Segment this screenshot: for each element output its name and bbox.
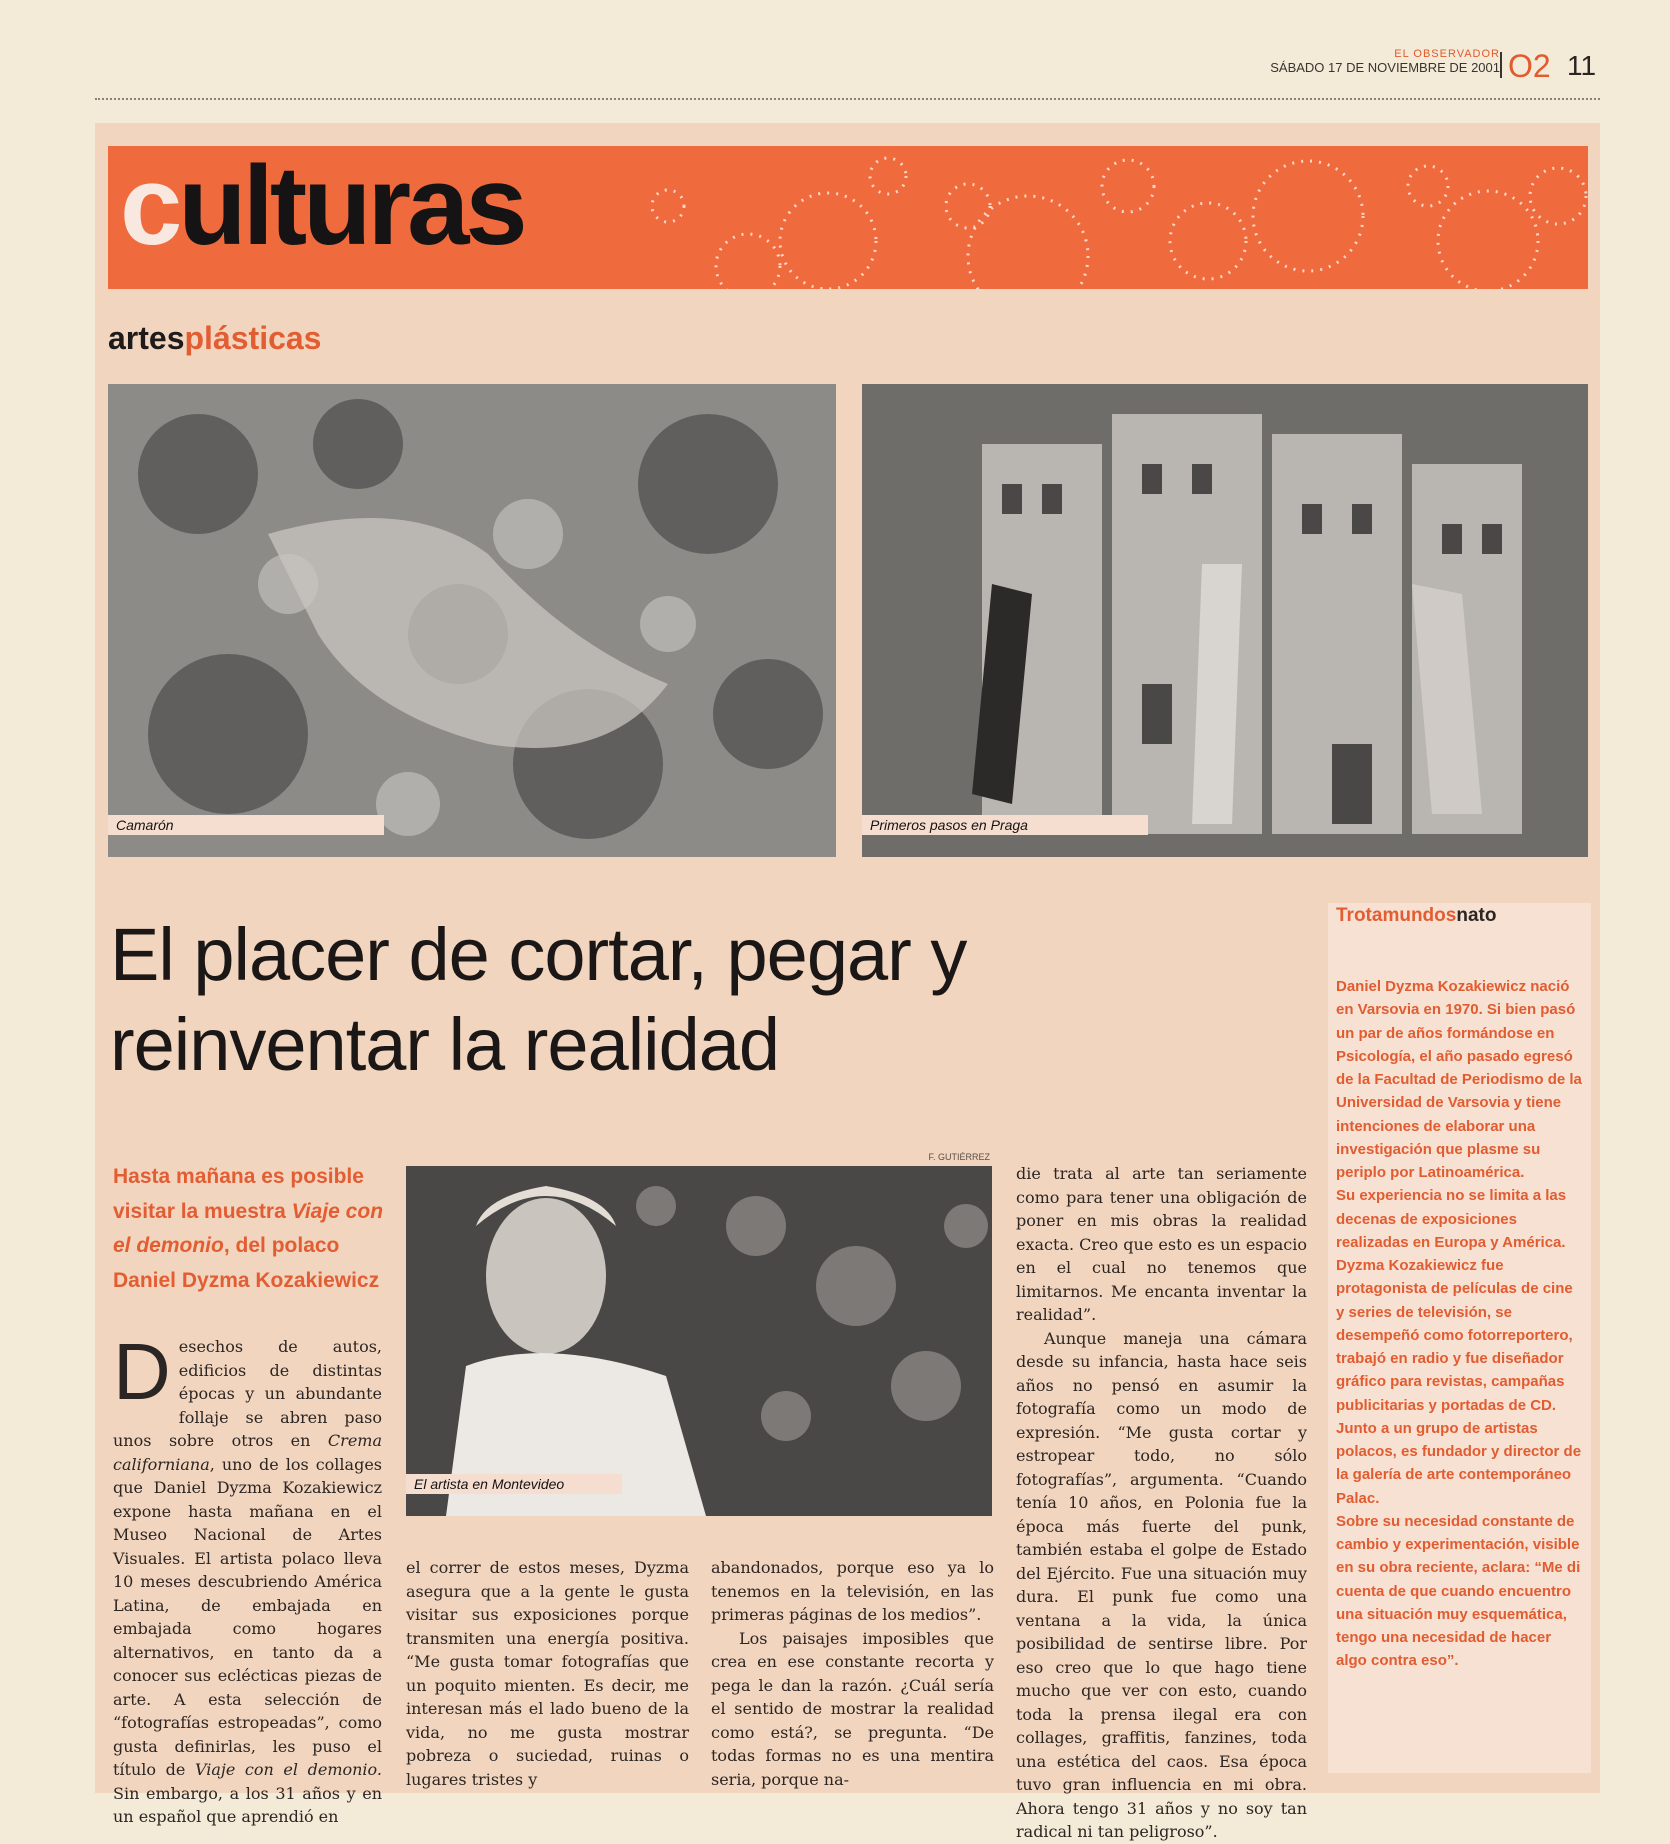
article-lede — [113, 1160, 388, 1299]
col4-para-1: die trata al arte tan seriamente como para tener una obligación de poner en mis obras la realidad exacta. Creo que esto es un espacio en el cual no tenemos que limitarnos. Me encanta inventar la realidad”. — [1016, 1164, 1307, 1325]
sidebar-para-3: Sobre su necesidad constante de cambio y experimentación, visible en su obra reciente, aclara: “Me di cuenta de que cuando encuentro una situación muy esquemática, tengo una necesidad de hacer algo contra eso”. — [1336, 1512, 1581, 1670]
subsection-label-a: artes — [108, 320, 185, 356]
col1-text-a: esechos de autos, edificios de distintas épocas y un abundante follaje se abren paso unos sobre otros en — [113, 1337, 382, 1451]
camaron-collage-image — [108, 384, 836, 857]
col4-para-2: Aunque maneja una cámara desde su infancia, hasta hace seis años no pensó en asumir la fotografía como un modo de expresión. “Me gusta cortar y estropear todo, no sólo fotografías”, argumenta. “Cuando tenía 10 años, en Polonia fue la época más fuerte del punk, también estaba el golpe de Estado del Ejército. Fue una situación muy dura. El punk fue como una ventana a la vida, la única posibilidad de sentirse libre. Por eso creo que lo que hago tiene mucho que ver con esto, cuando toda la prensa ilegal era con collages, graffitis, fanzines, toda una estética del caos. Esa época tuvo gran influencia en mi obra. Ahora tengo 31 años y no soy tan radical ni tan peligroso”. — [1016, 1328, 1307, 1842]
headline-line-2: reinventar la realidad — [110, 1003, 780, 1087]
page-number: 11 — [1567, 50, 1597, 81]
issue-marker: O2 — [1508, 48, 1551, 84]
sidebar-title — [1336, 905, 1496, 927]
masthead-divider — [1500, 52, 1502, 78]
col2-text: el correr de estos meses, Dyzma asegura que a la gente le gusta visitar sus exposiciones porque transmiten una energía positiva. “Me gusta tomar fotografías que un poquito mienten. Es decir, me interesan más el lado bueno de la vida, no me gusta mostrar pobreza o suciedad, ruinas o lugares tristes y — [406, 1558, 689, 1789]
publication-date: SÁBADO 17 DE NOVIEMBRE DE 2001 — [1270, 60, 1500, 75]
col1-text-b: , uno de los collages que Daniel Dyzma Kozakiewicz expone hasta mañana en el Museo Nacional de Artes Visuales. El artista polaco lleva 10 meses descubriendo América Latina, de embajada en embajada como hogares alternativos, en tanto da a conocer sus eclécticas piezas de arte. A esta selección de “fotografías estropeadas”, como gusta definirlas, les puso el título de — [113, 1454, 382, 1780]
sidebar-body — [1336, 975, 1584, 1673]
lede-post: , del polaco Daniel Dyzma Kozakiewicz — [113, 1234, 380, 1292]
collage-architecture-icon — [862, 384, 1588, 857]
article-column-4 — [1016, 1162, 1307, 1844]
banner-title-rest: ulturas — [178, 143, 524, 268]
photo-credit: F. GUTIÉRREZ — [928, 1152, 990, 1162]
col3-para-2: Los paisajes imposibles que crea en ese constante recorta y pega le dan la razón. ¿Cuál sería el sentido de mostrar la realidad como está?, se pregunta. “De todas formas no es una mentira seria, porque na- — [711, 1628, 994, 1789]
article-column-3 — [711, 1556, 994, 1791]
col3-para-1: abandonados, porque eso ya lo tenemos en la televisión, en las primeras páginas de los medios”. — [711, 1558, 994, 1625]
praga-caption: Primeros pasos en Praga — [862, 815, 1148, 835]
lede-exhibit-title: Viaje con el demonio — [113, 1199, 384, 1258]
col1-text-c: Sin embargo, a los 31 años y en un español que aprendió en — [113, 1783, 382, 1827]
sidebar-para-1: Daniel Dyzma Kozakiewicz nació en Varsovia en 1970. Si bien pasó un par de años formándose en Psicología, el año pasado egresó de la Facultad de Periodismo de la Universidad de Varsovia y tiene intenciones de elaborar una investigación que plasme su periplo por Latinoamérica. — [1336, 978, 1582, 1181]
article-headline — [110, 910, 1300, 1091]
lede-pre: Hasta mañana es posible visitar la muestra — [113, 1165, 364, 1223]
col1-title-1: Crema californiana — [113, 1431, 382, 1474]
subsection-label — [108, 320, 321, 357]
artist-portrait-image — [406, 1166, 992, 1516]
publication-name: EL OBSERVADOR — [1394, 48, 1500, 60]
article-column-1 — [113, 1327, 382, 1829]
col1-title-2: Viaje con el demonio. — [194, 1760, 382, 1780]
headline-line-1: El placer de cortar, pegar y — [110, 913, 967, 996]
subsection-label-b: plásticas — [184, 320, 322, 356]
drop-cap: D — [113, 1327, 171, 1416]
sidebar-para-2: Su experiencia no se limita a las decenas de exposiciones realizadas en Europa y América. Dyzma Kozakiewicz fue protagonista de películas de cine y series de televisión, se desempeñó como fotorreportero, trabajó en radio y fue diseñador gráfico para revistas, campañas publicitarias y portadas de CD. Junto a un grupo de artistas polacos, es fundador y director de la galería de arte contemporáneo Palac. — [1336, 1187, 1582, 1507]
praga-collage-image — [862, 384, 1588, 857]
section-banner-title — [120, 143, 524, 268]
article-column-2 — [406, 1556, 689, 1791]
portrait-caption: El artista en Montevideo — [406, 1474, 622, 1494]
header-rule — [95, 98, 1600, 100]
masthead-meta — [1250, 48, 1500, 75]
collage-artwork-icon — [108, 384, 836, 857]
sidebar-title-b: nato — [1456, 905, 1497, 926]
portrait-photo-icon — [406, 1166, 992, 1516]
banner-title-first-letter: c — [120, 143, 179, 268]
camaron-caption: Camarón — [108, 815, 384, 835]
sidebar-title-a: Trotamundos — [1336, 905, 1457, 926]
